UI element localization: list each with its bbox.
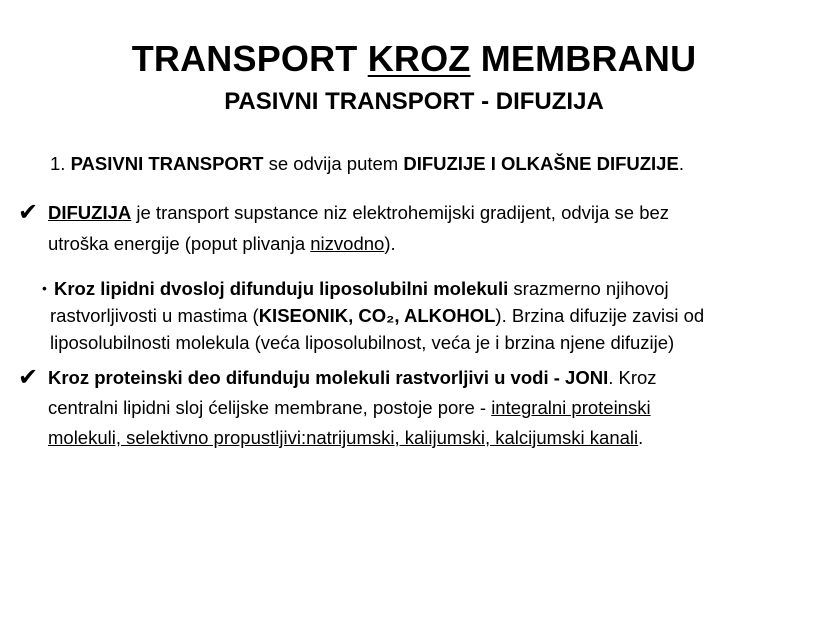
p4-line-2-start: centralni lipidni sloj ćelijske membrane, postoje pore -	[48, 397, 492, 418]
bullet-icon: •	[42, 280, 47, 296]
paragraph-lipid-bilayer	[42, 275, 704, 356]
p2-line-2-start: utroška energije (poput plivanja	[48, 233, 311, 254]
p4-line-1	[18, 363, 657, 393]
paragraph-diffusion	[18, 197, 669, 259]
p3-line-2-end: ). Brzina difuzije zavisi od	[495, 305, 705, 326]
p4-line-2-underlined: integralni proteinski	[491, 397, 651, 418]
p1-end: .	[678, 153, 684, 174]
p2-line-2	[18, 228, 669, 259]
paragraph-protein-channels	[18, 363, 657, 453]
p2-line-2-underlined: nizvodno	[310, 233, 385, 254]
p4-line-2	[18, 393, 657, 423]
p4-bold-1: Kroz proteinski deo difunduju molekuli rastvorljivi u vodi - JONI	[48, 367, 609, 388]
p3-bold-1: Kroz lipidni dvosloj difunduju liposolubilni molekuli	[54, 278, 509, 299]
title-part-1: TRANSPORT	[131, 38, 368, 79]
p2-bold-underlined: DIFUZIJA	[48, 202, 132, 223]
title-part-3: MEMBRANU	[470, 38, 697, 79]
p1-number: 1.	[50, 153, 71, 174]
checkmark-icon: ✔	[18, 199, 39, 226]
p2-line-1	[18, 197, 669, 228]
slide-title	[0, 38, 828, 80]
p3-line-1-rest: srazmerno njihovoj	[508, 278, 669, 299]
p4-line-3-end: .	[638, 427, 644, 448]
p1-bold-1: PASIVNI TRANSPORT	[70, 153, 264, 174]
p3-line-2	[42, 302, 704, 329]
p4-line-3	[18, 423, 657, 453]
checkmark-icon: ✔	[18, 364, 39, 391]
p3-line-2-start: rastvorljivosti u mastima (	[50, 305, 259, 326]
p3-line-2-bold: KISEONIK, CO₂, ALKOHOL	[258, 305, 496, 326]
paragraph-passive-transport	[50, 148, 684, 179]
p3-line-3: liposolubilnosti molekula (veća liposolubilnost, veća je i brzina njene difuzije)	[50, 332, 675, 353]
p4-line-1-rest: . Kroz	[608, 367, 657, 388]
p3-line-1	[42, 275, 704, 302]
p4-line-3-underlined: molekuli, selektivno propustljivi:natrijumski, kalijumski, kalcijumski kanali	[48, 427, 639, 448]
title-part-2-underlined: KROZ	[367, 38, 471, 79]
p2-line-2-end: ).	[384, 233, 396, 254]
p1-bold-2: DIFUZIJE I OLKAŠNE DIFUZIJE	[403, 153, 679, 174]
p1-text-1: se odvija putem	[263, 153, 404, 174]
p2-line-1-rest: je transport supstance niz elektrohemijski gradijent, odvija se bez	[131, 202, 670, 223]
slide-subtitle: PASIVNI TRANSPORT - DIFUZIJA	[224, 88, 604, 115]
